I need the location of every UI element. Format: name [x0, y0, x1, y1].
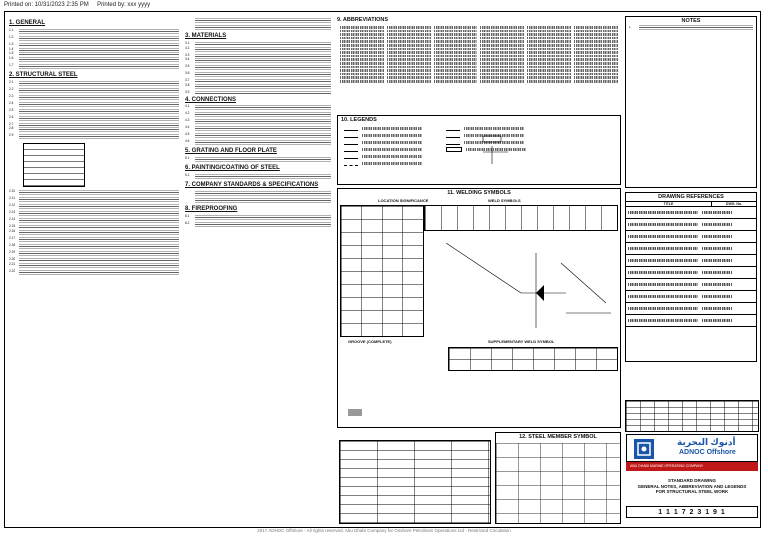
- supplementary-label: SUPPLEMENTARY WELD SYMBOL: [488, 339, 555, 344]
- drawing-number: 1 1 1 7 2 3 1 9 1: [626, 506, 758, 518]
- section-company-standards-title: 7. COMPANY STANDARDS & SPECIFICATIONS: [185, 182, 319, 189]
- welding-grid: [340, 205, 424, 337]
- print-stamp: [4, 2, 150, 8]
- drawing-title: [626, 478, 758, 495]
- notes-column-1: 1. GENERAL 1.1 1.2 1.3 1.4 1.5 1.6 1.7 2. STRUCTURAL STEEL 2.1 2.2 2.3 2.4 2.5 2.6 2.7 2.8 2.9 2.10 2.11 2.12 2.13 2.14 2.15 2.16 2.17 2.18 2.19 2.20 2.21 2.22: [9, 18, 179, 277]
- section-grating-title: 5. GRATING AND FLOOR PLATE: [185, 148, 277, 155]
- logo-english: ADNOC Offshore: [679, 449, 736, 456]
- revision-table: [625, 400, 759, 432]
- ref-row[interactable]: [626, 207, 756, 219]
- steel-member-box: [495, 432, 621, 524]
- printed-on: Printed on: 10/31/2023 2:35 PM: [4, 2, 89, 8]
- ref-row[interactable]: [626, 315, 756, 327]
- company-name-bar: ABU DHABI MARINE OPERATING COMPANY: [626, 462, 758, 471]
- drawing-references: [625, 192, 757, 362]
- weld-symbol-grid: [424, 205, 618, 231]
- welding-symbols-title: 11. WELDING SYMBOLS: [447, 190, 511, 196]
- member-size-table: [339, 440, 491, 524]
- drawing-title-line-3: FOR STRUCTURAL STEEL WORK: [655, 489, 729, 495]
- logo-arabic: أدنوك البحرية: [677, 437, 736, 447]
- ref-row[interactable]: [626, 255, 756, 267]
- legend-cross-section-icon: [478, 134, 538, 174]
- ref-row[interactable]: [626, 231, 756, 243]
- notes-block: NOTES 1.: [625, 16, 757, 188]
- section-fireproofing-title: 8. FIREPROOFING: [185, 206, 238, 213]
- section-connections-title: 4. CONNECTIONS: [185, 96, 237, 103]
- abbreviations-list: [337, 24, 621, 85]
- company-logo-block: [626, 434, 758, 462]
- weld-symbols-label: WELD SYMBOLS: [488, 198, 521, 203]
- location-significance-label: LOCATION SIGNIFICANCE: [378, 198, 429, 203]
- ref-col-dwg: DWG. No.: [711, 202, 756, 206]
- notes-column-2: 3. MATERIALS 3.1 3.2 3.3 3.4 3.5 3.6 3.7 3.8 3.9 4. CONNECTIONS 4.1 4.2 4.3 4.4 4.5 4.6 5. GRATING AND FLOOR PLATE 5.1 6. PAINTING/COATING OF STEEL 6.1 7. COMPANY STANDARDS & SPECIFICATIONS 8. FIREPROOFING 8.1 8.2: [185, 18, 331, 229]
- copyright-footer: 2017 ADNOC Offshore - All rights reserved. Abu Dhabi Company for Onshore Petroleum Operations Ltd - Restricted Circulation: [257, 528, 511, 533]
- weld-detail-drawing: [426, 233, 616, 333]
- ref-row[interactable]: [626, 303, 756, 315]
- ref-row[interactable]: [626, 279, 756, 291]
- hatch-swatch: [348, 409, 362, 416]
- drawing-title-line-1: STANDARD DRAWING: [668, 478, 716, 483]
- drawing-title-line-2: GENERAL NOTES, ABBREVIATION AND LEGENDS: [637, 483, 747, 489]
- ref-row[interactable]: [626, 243, 756, 255]
- legends-box: [337, 115, 621, 185]
- legends-title: 10. LEGENDS: [341, 117, 377, 123]
- steel-member-title: 12. STEEL MEMBER SYMBOL: [519, 434, 597, 440]
- ref-row[interactable]: [626, 219, 756, 231]
- ref-row[interactable]: [626, 267, 756, 279]
- printed-by: Printed by: xxx yyyy: [97, 2, 151, 8]
- ref-row[interactable]: [626, 291, 756, 303]
- groove-label: GROOVE (COMPLETE): [348, 339, 392, 344]
- bolt-table: [23, 143, 85, 187]
- adnoc-logo-icon: [633, 438, 655, 460]
- drawing-references-title: DRAWING REFERENCES: [658, 194, 724, 200]
- section-materials-title: 3. MATERIALS: [185, 33, 227, 39]
- section-painting-title: 6. PAINTING/COATING OF STEEL: [185, 165, 280, 172]
- section-structural-steel-title: 2. STRUCTURAL STEEL: [9, 71, 78, 78]
- notes-title: NOTES: [681, 18, 701, 24]
- ref-col-title: TITLE: [663, 202, 674, 206]
- abbreviations-box: [337, 16, 621, 112]
- section-general-title: 1. GENERAL: [9, 20, 46, 26]
- abbreviations-title: 9. ABBREVIATIONS: [337, 17, 389, 23]
- welding-symbols-box: [337, 188, 621, 428]
- supplementary-grid: [448, 347, 618, 371]
